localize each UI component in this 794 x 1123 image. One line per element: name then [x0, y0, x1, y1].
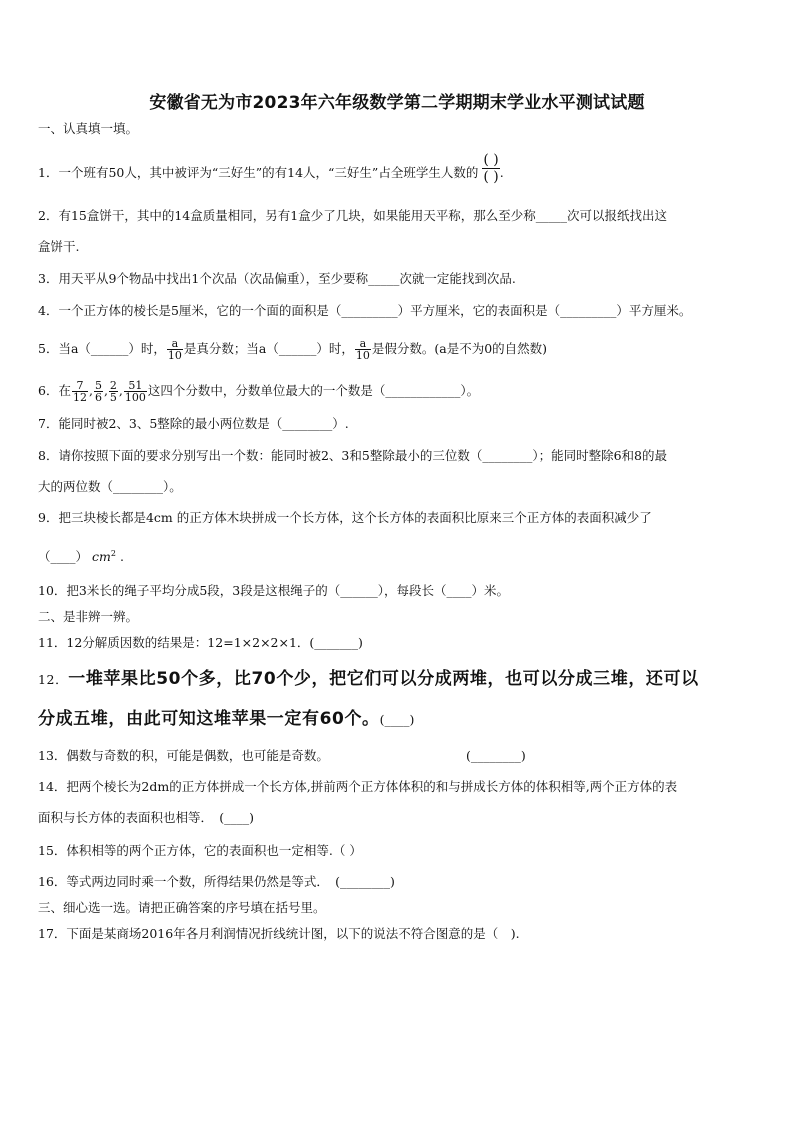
question-13-text: 13．偶数与奇数的积，可能是偶数，也可能是奇数。	[38, 748, 329, 763]
question-5-part-b: 是真分数；当a（______）时，	[183, 341, 354, 356]
fraction-denominator: ( )	[483, 169, 499, 185]
fraction-2	[94, 380, 103, 403]
question-16: 16．等式两边同时乘一个数，所得结果仍然是等式． (________)	[38, 874, 395, 889]
question-number: 12．	[38, 672, 69, 687]
question-10: 10．把3米长的绳子平均分成5段，3段是这根绳子的（______），每段长（____）米。	[38, 583, 510, 598]
question-6	[38, 380, 758, 403]
section-heading-1: 一、认真填一填。	[38, 121, 139, 136]
answer-blank: （____）	[38, 549, 89, 565]
question-12-line-2	[38, 708, 758, 731]
question-6-part-b: 这四个分数中，分数单位最大的一个数是（____________）。	[147, 383, 480, 398]
fraction-3	[109, 380, 118, 403]
question-9-end: .	[119, 549, 124, 565]
fraction-denominator: 12	[72, 391, 87, 404]
fraction-a-over-10	[355, 338, 371, 361]
page-title: 安徽省无为市2023年六年级数学第二学期期末学业水平测试试题	[149, 93, 645, 113]
question-7: 7．能同时被2、3、5整除的最小两位数是（________）.	[38, 416, 349, 431]
fraction-4	[124, 380, 147, 403]
fraction-denominator: 100	[124, 391, 146, 404]
fraction-numerator: a	[355, 338, 371, 350]
question-12-text-2: 分成五堆，由此可知这堆苹果一定有60个。	[38, 709, 380, 729]
fraction-denominator: 5	[109, 391, 117, 404]
fraction-denominator: 6	[94, 391, 102, 404]
question-8-line-2: 大的两位数（________）。	[38, 479, 182, 494]
question-13	[38, 748, 758, 764]
question-9-line-1: 9．把三块棱长都是4cm 的正方体木块拼成一个长方体，这个长方体的表面积比原来三个正方体的表面积减少了	[38, 510, 652, 525]
question-2-line-1: 2．有15盒饼干，其中的14盒质量相同，另有1盒少了几块，如果能用天平称，那么至少称_____次可以报纸找出这	[38, 208, 667, 223]
fraction-numerator: ( )	[483, 152, 499, 168]
question-9-line-2	[38, 546, 758, 565]
separator: ,	[88, 383, 93, 398]
fraction-1	[72, 380, 88, 403]
question-17: 17．下面是某商场2016年各月利润情况折线统计图，以下的说法不符合图意的是（ ).	[38, 926, 520, 941]
question-2-line-2: 盒饼干.	[38, 239, 80, 254]
question-12-text-1: 一堆苹果比50个多，比70个少，把它们可以分成两堆，也可以分成三堆，还可以	[68, 669, 699, 689]
question-14-line-1: 14．把两个棱长为2dm的正方体拼成一个长方体,拼前两个正方体体积的和与拼成长方体的体积相等,两个正方体的表	[38, 779, 678, 794]
fraction-numerator: 51	[124, 380, 147, 392]
fraction-denominator: 10	[167, 349, 182, 362]
unit-exponent: 2	[110, 549, 116, 558]
question-5	[38, 338, 758, 361]
question-4: 4．一个正方体的棱长是5厘米，它的一个面的面积是（_________）平方厘米，它的表面积是（_________）平方厘米。	[38, 303, 692, 318]
separator: ,	[118, 383, 123, 398]
question-5-part-a: 5．当a（______）时，	[38, 341, 166, 356]
question-15: 15．体积相等的两个正方体，它的表面积也一定相等.（ ）	[38, 843, 362, 858]
answer-fraction	[482, 152, 499, 185]
fraction-a-over-10	[167, 338, 183, 361]
fraction-numerator: 2	[109, 379, 117, 392]
question-14-line-2: 面积与长方体的表面积也相等． (____)	[38, 810, 255, 825]
fraction-denominator: 10	[355, 349, 370, 362]
question-11: 11．12分解质因数的结果是：12=1×2×2×1．(_______)	[38, 635, 363, 650]
question-12-line-1	[38, 668, 758, 691]
question-1	[38, 152, 758, 185]
fraction-numerator: a	[167, 338, 183, 350]
unit-cm: cm	[92, 549, 111, 565]
separator: ,	[103, 383, 108, 398]
fraction-numerator: 5	[94, 379, 102, 392]
question-5-part-c: 是假分数。(a是不为0的自然数)	[371, 341, 548, 356]
section-heading-2: 二、是非辨一辨。	[38, 609, 139, 624]
fraction-numerator: 7	[72, 380, 88, 392]
question-3: 3．用天平从9个物品中找出1个次品（次品偏重），至少要称_____次就一定能找到次品.	[38, 271, 516, 286]
question-1-text: 1．一个班有50人，其中被评为“三好生”的有14人，“三好生”占全班学生人数的	[38, 165, 479, 180]
section-heading-3: 三、细心选一选。请把正确答案的序号填在括号里。	[38, 900, 326, 915]
question-8-line-1: 8．请你按照下面的要求分别写出一个数：能同时被2、3和5整除最小的三位数（________）；能同时整除6和8的最	[38, 448, 667, 463]
question-6-part-a: 6．在	[38, 383, 71, 398]
answer-blank: (____)	[379, 712, 415, 727]
answer-blank: (________)	[466, 748, 526, 763]
question-1-end: .	[499, 165, 504, 180]
